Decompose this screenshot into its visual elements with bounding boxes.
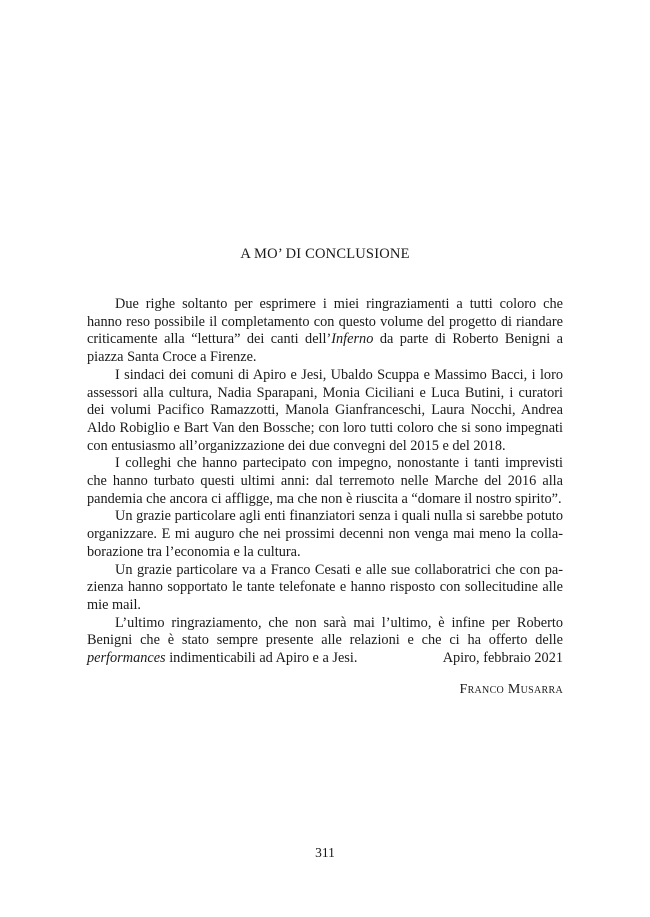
paragraph-6-text-a: L’ultimo ringraziamento, che non sarà mai l’ultimo, è infine per Roberto Benigni che è stato sempre presente alle relazioni e che ci ha offerto delle xyxy=(87,614,563,649)
paragraph-1-text-a: Due righe soltanto per esprimere i miei ringraziamenti a tutti coloro che hanno reso possibile il completamento con questo volume del progetto di riandare criticamente alla “lettura” dei canti dell’ xyxy=(87,296,563,348)
author-signature: Franco Musarra xyxy=(459,682,563,697)
body-text xyxy=(87,296,563,668)
paragraph-1 xyxy=(87,296,563,367)
paragraph-2: I sindaci dei comuni di Apiro e Jesi, Ubaldo Scuppa e Massimo Bacci, i loro assessori alla cultura, Nadia Sparapani, Monia Ciciliani e Luca Butini, i curatori dei volumi Pacifico Ramazzotti, Manola Gianfranceschi, Laura Nocchi, Andrea Aldo Robiglio e Bart Van den Bossche; con loro tutti coloro che si sono impegnati con entusiasmo all’organizzazione dei due convegni del 2015 e del 2018. xyxy=(87,366,563,454)
place-date: Apiro, febbraio 2021 xyxy=(442,650,563,666)
page-number: 311 xyxy=(315,845,335,860)
paragraph-4: Un grazie particolare agli enti finanziatori senza i quali nulla si sarebbe potuto organizzare. E mi auguro che nei prossimi decenni non venga mai meno la collaborazione tra l’economia e la cultura. xyxy=(87,508,563,560)
paragraph-6-text-b: indimenticabili ad Apiro e a Jesi. xyxy=(165,650,358,667)
paragraph-5: Un grazie particolare va a Franco Cesati e alle sue collaboratrici che con pazienza hanno sopportato le tante telefonate e hanno risposto con sollecitudine alle mie mail. xyxy=(87,561,563,613)
paragraph-3: I colleghi che hanno partecipato con impegno, nonostante i tanti imprevisti che hanno turbato questi ultimi anni: dal terremoto nelle Marche del 2016 alla pandemia che ancora ci affligge, ma che non è riuscita a “domare il nostro spirito”. xyxy=(87,455,563,507)
paragraph-6-italic-word: performances xyxy=(87,650,166,667)
paragraph-1-italic-title: Inferno xyxy=(331,331,374,348)
chapter-title: A MO’ DI CONCLUSIONE xyxy=(240,246,410,262)
paragraph-1-text-b: da parte di Roberto Benigni a piazza Santa Croce a Firenze. xyxy=(87,331,564,366)
